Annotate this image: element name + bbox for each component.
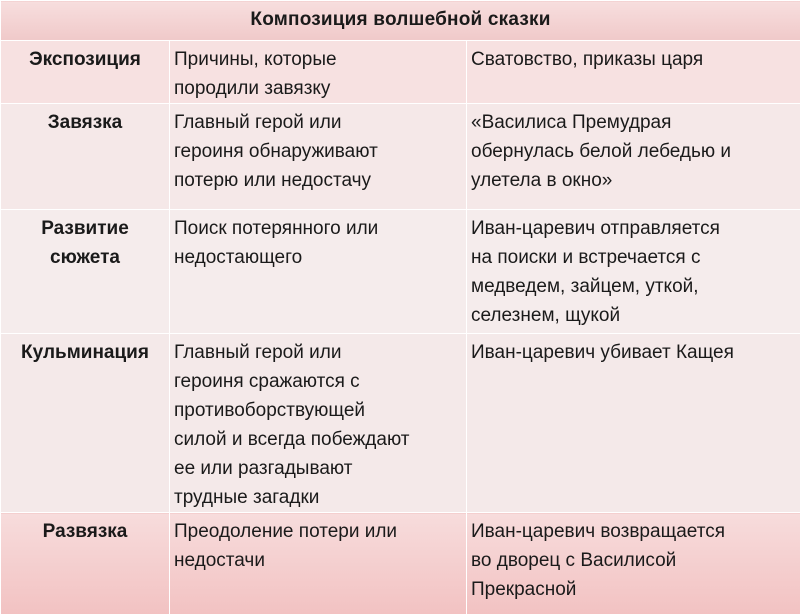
stage-cell: Экспозиция: [1, 41, 170, 104]
example-cell: Иван-царевич убивает Кащея: [467, 334, 800, 513]
example-cell: Иван-царевич отправляется на поиски и встречается с медведем, зайцем, уткой, селезнем, щукой: [467, 210, 800, 334]
table-row: [1, 513, 800, 615]
table-row: [1, 104, 800, 210]
stage-cell: Завязка: [1, 104, 170, 210]
description-cell: Преодоление потери или недостачи: [170, 513, 467, 615]
description-cell: Поиск потерянного или недостающего: [170, 210, 467, 334]
example-cell: «Василиса Премудрая обернулась белой лебедью и улетела в окно»: [467, 104, 800, 210]
stage-cell: Развязка: [1, 513, 170, 615]
table-title-row: [1, 1, 800, 41]
stage-cell: Развитие сюжета: [1, 210, 170, 334]
description-cell: Причины, которые породили завязку: [170, 41, 467, 104]
example-cell: Сватовство, приказы царя: [467, 41, 800, 104]
description-cell: Главный герой или героиня сражаются с противоборствующей силой и всегда побеждают ее или разгадывают трудные загадки: [170, 334, 467, 513]
description-cell: Главный герой или героиня обнаруживают потерю или недостачу: [170, 104, 467, 210]
example-cell: Иван-царевич возвращается во дворец с Василисой Прекрасной: [467, 513, 800, 615]
table-title: Композиция волшебной сказки: [1, 1, 800, 41]
table-row: [1, 334, 800, 513]
stage-cell: Кульминация: [1, 334, 170, 513]
table-row: [1, 210, 800, 334]
table-row: [1, 41, 800, 104]
